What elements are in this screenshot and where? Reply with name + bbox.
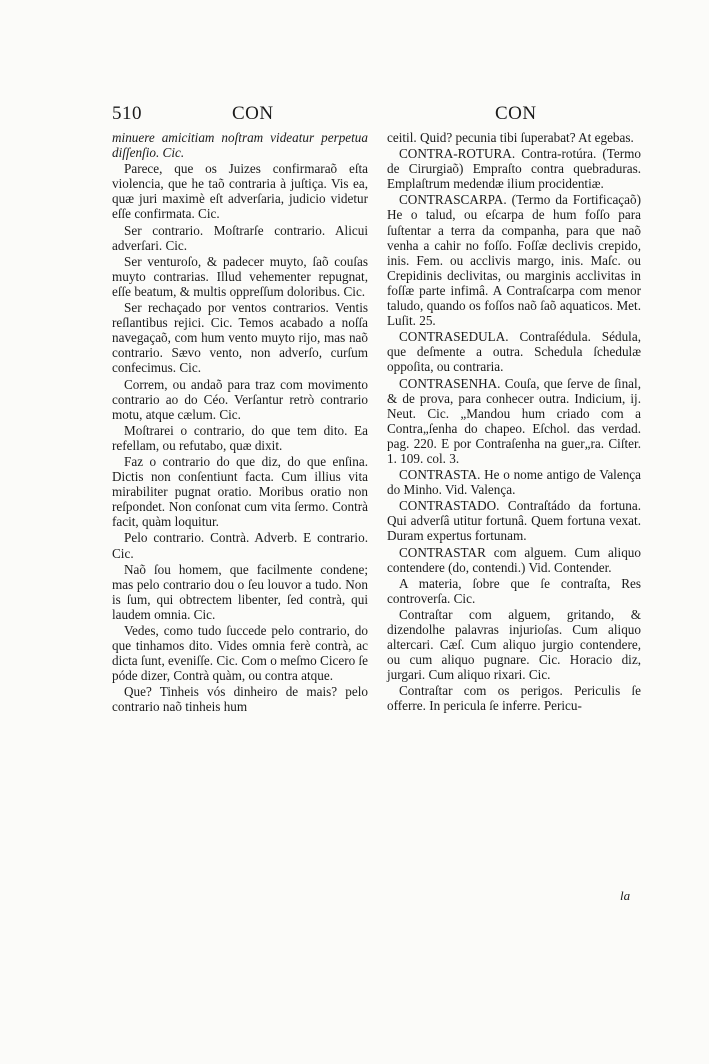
right-running-head: CON [495,103,537,124]
dictionary-paragraph: CONTRASTAR com alguem. Cum aliquo contendere (do, contendi.) Vid. Contender. [387,544,641,575]
left-running-head: CON [232,103,274,124]
dictionary-paragraph: minuere amicitiam noſtram videatur perpetua diſſenſio. Cic. [112,130,368,161]
dictionary-paragraph: CONTRASENHA. Couſa, que ſerve de ſinal, & de prova, para conhecer outra. Indicium, ij. Neut. Cic. „Mandou hum criado com a Contra„ſenha do chapeo. Eſchol. das verdad. pag. 220. E por Contraſenha na guer„ra. Ciſter. 1. 109. col. 3. [387,375,641,466]
dictionary-paragraph: Faz o contrario do que diz, do que enſina. Dictis non conſentiunt facta. Cum illius vita mirabiliter pugnat oratio. Moribus oratio non reſpondet. Non conſonat cum vita ſermo. Contrà facit, quàm loquitur. [112,453,368,530]
catchword: la [620,888,631,903]
dictionary-paragraph: Ser rechaçado por ventos contrarios. Ventis reſlantibus rejici. Cic. Temos acabado a noſſa navegaçaõ, com hum vento muyto rijo, mas naõ contrario. Sævo vento, non adverſo, curſum confecimus. Cic. [112,300,368,376]
dictionary-paragraph: Contraſtar com os perigos. Periculis ſe offerre. In pericula ſe inferre. Pericu- [387,683,641,714]
right-column [387,130,641,715]
dictionary-paragraph: Ser venturoſo, & padecer muyto, ſaõ couſas muyto contrarias. Illud vehementer repugnat, eſſe beatum, & multis oppreſſum doloribus. Cic. [112,253,368,299]
dictionary-paragraph: Pelo contrario. Contrà. Adverb. E contrario. Cic. [112,530,368,561]
dictionary-paragraph: A materia, ſobre que ſe contraſta, Res controverſa. Cic. [387,575,641,606]
dictionary-paragraph: Ser contrario. Moſtrarſe contrario. Alicui adverſari. Cic. [112,222,368,253]
dictionary-paragraph: Contraſtar com alguem, gritando, & dizendolhe palavras injurioſas. Cum aliquo altercari. Cæſ. Cum aliquo jurgio contendere, ou cum aliquo pugnare. Cic. Horacio diz, jurgari. Cum aliquo rixari. Cic. [387,606,641,683]
dictionary-paragraph: CONTRASEDULA. Contraſédula. Sédula, que deſmente a outra. Schedula ſchedulæ oppoſita, ou contraria. [387,329,641,375]
left-column [112,130,368,716]
dictionary-paragraph: Naõ ſou homem, que facilmente condene; mas pelo contrario dou o ſeu louvor a tudo. Non is ſum, qui obtrectem libenter, ſed contrà, qui laudem omnia. Cic. [112,561,368,622]
dictionary-paragraph: CONTRA-ROTURA. Contra-rotúra. (Termo de Cirurgiaõ) Empraſto contra quebraduras. Emplaſtrum medendæ ilium procidentiæ. [387,146,641,192]
dictionary-paragraph: Vedes, como tudo ſuccede pelo contrario, do que tinhamos dito. Vides omnia ferè contrà, ac dicta ſunt, eveniſſe. Cic. Com o meſmo Cicero ſe póde dizer, Contrà quàm, ou contra atque. [112,623,368,684]
page-number: 510 [112,103,142,124]
dictionary-paragraph: CONTRASCARPA. (Termo da Fortificaçaõ) He o talud, ou eſcarpa de hum foſſo para ſuſtentar a terra da companha, para que naõ venha a cahir no foſſo. Foſſæ declivis crepido, inis. Fem. ou acclivis margo, inis. Maſc. ou Crepidinis declivitas, ou marginis acclivitas in foſſæ parte infimâ. A Contraſcarpa com menor taludo, quando os foſſos naõ ſaõ aquaticos. Met. Luſit. 25. [387,192,641,329]
dictionary-paragraph: Correm, ou andaõ para traz com movimento contrario ao do Céo. Verſantur retrò contrario motu, atque cælum. Cic. [112,376,368,422]
dictionary-paragraph: CONTRASTA. He o nome antigo de Valença do Minho. Vid. Valença. [387,467,641,498]
dictionary-paragraph: CONTRASTADO. Contraſtádo da fortuna. Qui adverſâ utitur fortunâ. Quem fortuna vexat. Duram expertus fortunam. [387,498,641,544]
dictionary-paragraph: Que? Tinheis vós dinheiro de mais? pelo contrario naõ tinheis hum [112,684,368,715]
dictionary-paragraph: Parece, que os Juizes confirmaraõ eſta violencia, que he taõ contraria à juſtiça. Vis ea, quæ juri maximè eſt adverſaria, judicio videtur eſſe confirmata. Cic. [112,161,368,222]
dictionary-paragraph: Moſtrarei o contrario, do que tem dito. Ea refellam, ou refutabo, quæ dixit. [112,422,368,453]
dictionary-paragraph: ceitil. Quid? pecunia tibi ſuperabat? At egebas. [387,130,634,145]
